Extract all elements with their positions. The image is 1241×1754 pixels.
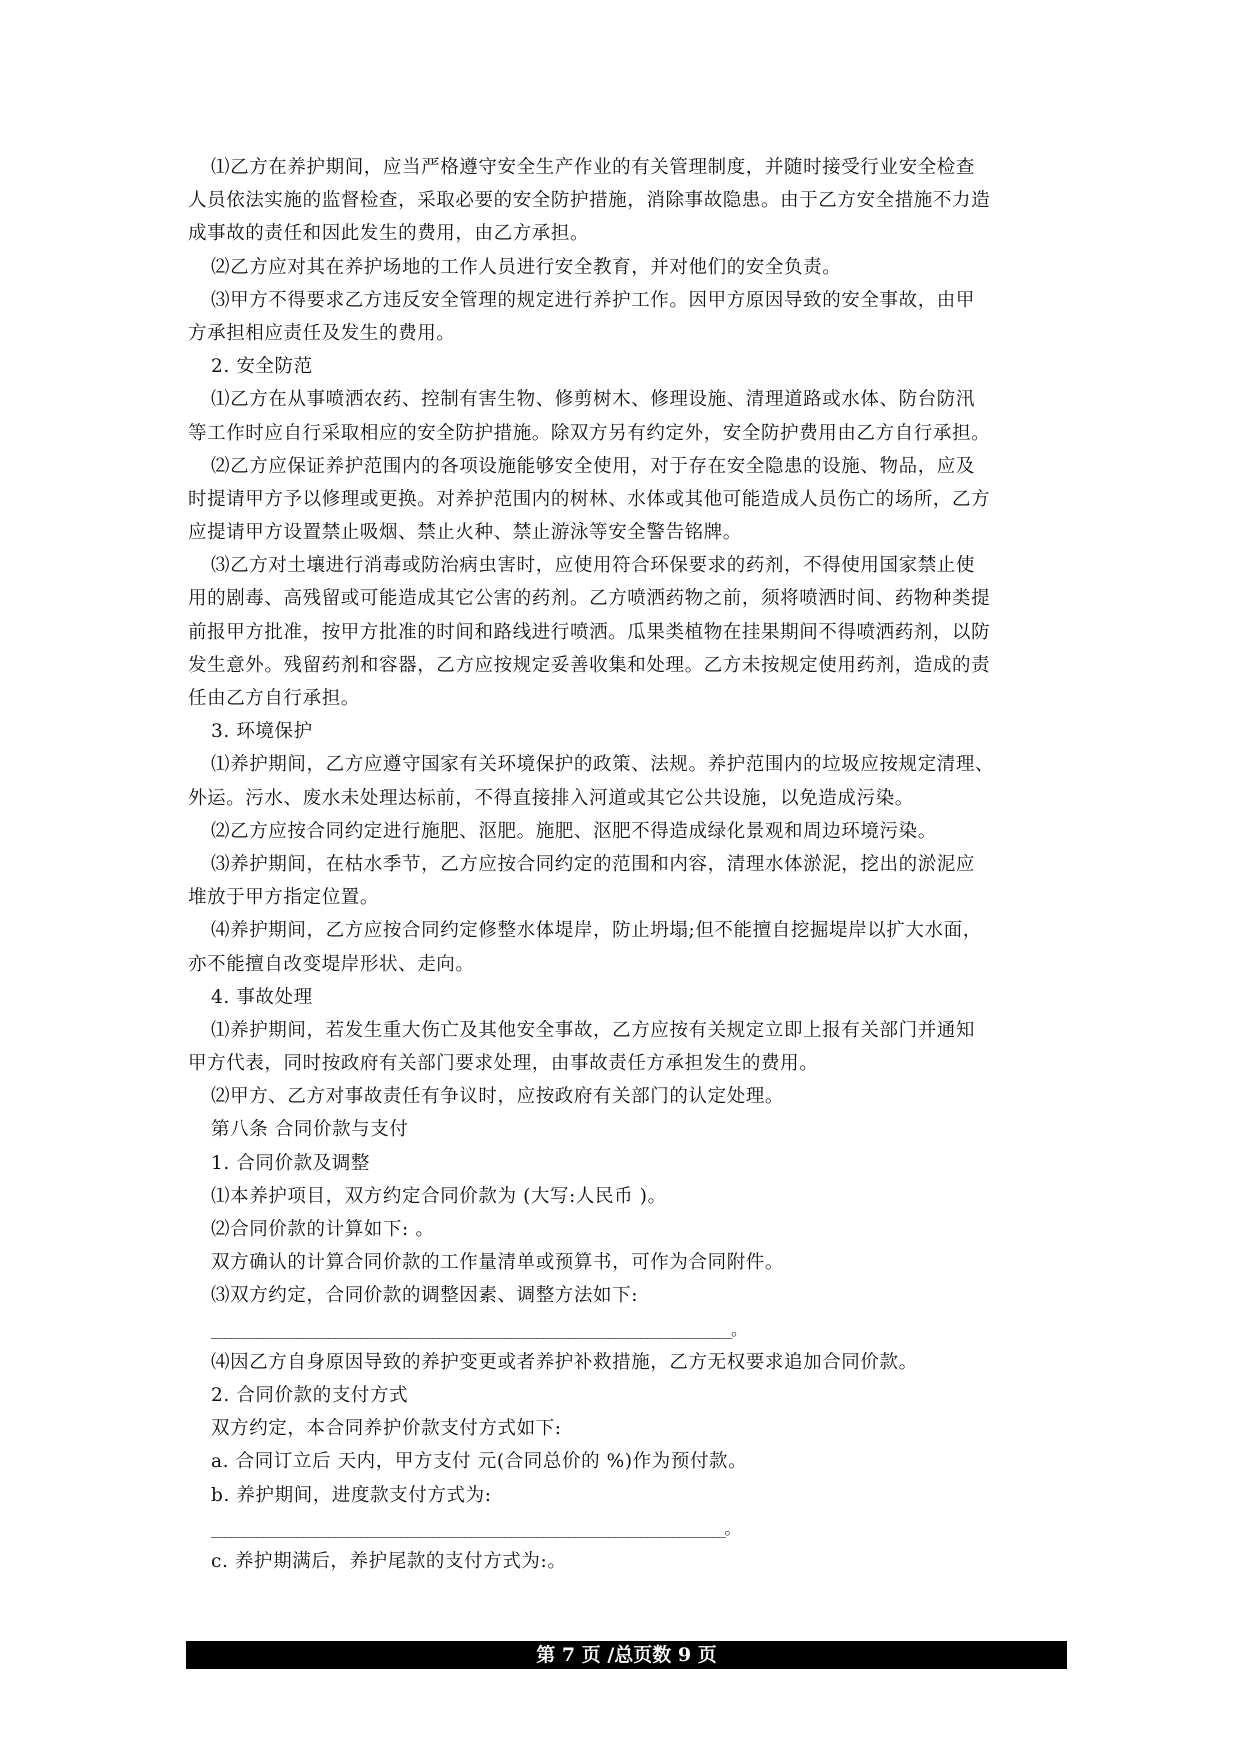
paragraph-line: ⑷养护期间，乙方应按合同约定修整水体堤岸，防止坍塌;但不能擅自挖掘堤岸以扩大水面， bbox=[211, 920, 982, 942]
paragraph-line: 双方确认的计算合同价款的工作量清单或预算书，可作为合同附件。 bbox=[211, 1252, 785, 1274]
paragraph-line: 方承担相应责任及发生的费用。 bbox=[188, 322, 456, 344]
paragraph-line: ⑵乙方应保证养护范围内的各项设施能够安全使用，对于存在安全隐患的设施、物品，应及 bbox=[211, 455, 976, 477]
paragraph-line: ⑵乙方应按合同约定进行施肥、沤肥。施肥、沤肥不得造成绿化景观和周边环境污染。 bbox=[211, 820, 937, 842]
paragraph-line: ⑴本养护项目，双方约定合同价款为 (大写:人民币 )。 bbox=[211, 1185, 667, 1207]
paragraph-line: a. 合同订立后 天内，甲方支付 元(合同总价的 %)作为预付款。 bbox=[211, 1451, 748, 1473]
paragraph-line: 前报甲方批准，按甲方批准的时间和路线进行喷洒。瓜果类植物在挂果期间不得喷洒药剂，以防 bbox=[188, 621, 991, 643]
paragraph-line: ⑶双方约定，合同价款的调整因素、调整方法如下: bbox=[211, 1285, 639, 1307]
paragraph-line: 外运。污水、废水未处理达标前，不得直接排入河道或其它公共设施，以免造成污染。 bbox=[188, 787, 914, 809]
paragraph-line: ⑶乙方对土壤进行消毒或防治病虫害时，应使用符合环保要求的药剂，不得使用国家禁止使 bbox=[211, 555, 976, 577]
paragraph-line: ⑷因乙方自身原因导致的养护变更或者养护补救措施，乙方无权要求追加合同价款。 bbox=[211, 1351, 918, 1373]
paragraph-line: ⑴乙方在从事喷洒农药、控制有害生物、修剪树木、修理设施、清理道路或水体、防台防汛 bbox=[211, 389, 976, 411]
paragraph-line: c. 养护期满后，养护尾款的支付方式为:。 bbox=[211, 1550, 567, 1572]
paragraph-line: 时提请甲方予以修理或更换。对养护范围内的树林、水体或其他可能造成人员伤亡的场所，乙方 bbox=[188, 488, 991, 510]
paragraph-line: ⑴养护期间，若发生重大伤亡及其他安全事故，乙方应按有关规定立即上报有关部门并通知 bbox=[211, 1019, 976, 1041]
paragraph-line: ⑶甲方不得要求乙方违反安全管理的规定进行养护工作。因甲方原因导致的安全事故，由甲 bbox=[211, 289, 976, 311]
paragraph-line: 4. 事故处理 bbox=[211, 986, 313, 1008]
paragraph-line: 亦不能擅自改变堤岸形状、走向。 bbox=[188, 953, 475, 975]
paragraph-line: 堆放于甲方指定位置。 bbox=[188, 887, 380, 909]
paragraph-line: 用的剧毒、高残留或可能造成其它公害的药剂。乙方喷洒药物之前，须将喷洒时间、药物种类提 bbox=[188, 588, 991, 610]
page-number-label: 第 7 页 /总页数 9 页 bbox=[536, 1644, 717, 1666]
page-footer bbox=[186, 1641, 1067, 1669]
paragraph-line: 2. 安全防范 bbox=[211, 356, 313, 378]
paragraph-line: 甲方代表，同时按政府有关部门要求处理，由事故责任方承担发生的费用。 bbox=[188, 1053, 819, 1075]
fill-in-blank-line: _______________________________________________________________________________。 bbox=[211, 1518, 739, 1538]
paragraph-line: 应提请甲方设置禁止吸烟、禁止火种、禁止游泳等安全警告铭牌。 bbox=[188, 522, 742, 544]
paragraph-line: 2. 合同价款的支付方式 bbox=[211, 1384, 409, 1406]
paragraph-line: 第八条 合同价款与支付 bbox=[211, 1119, 409, 1141]
paragraph-line: 发生意外。残留药剂和容器，乙方应按规定妥善收集和处理。乙方未按规定使用药剂，造成的责 bbox=[188, 654, 991, 676]
paragraph-line: ⑵乙方应对其在养护场地的工作人员进行安全教育，并对他们的安全负责。 bbox=[211, 256, 842, 278]
paragraph-line: ⑵甲方、乙方对事故责任有争议时，应按政府有关部门的认定处理。 bbox=[211, 1086, 785, 1108]
paragraph-line: 任由乙方自行承担。 bbox=[188, 688, 360, 709]
paragraph-line: 人员依法实施的监督检查，采取必要的安全防护措施，消除事故隐患。由于乙方安全措施不力造 bbox=[188, 190, 991, 212]
document-body bbox=[188, 151, 1068, 1578]
paragraph-line: ⑴乙方在养护期间，应当严格遵守安全生产作业的有关管理制度，并随时接受行业安全检查 bbox=[211, 157, 976, 178]
paragraph-line: b. 养护期间，进度款支付方式为: bbox=[211, 1484, 492, 1506]
paragraph-line: 3. 环境保护 bbox=[211, 721, 313, 743]
paragraph-line: 双方约定，本合同养护价款支付方式如下: bbox=[211, 1418, 562, 1440]
paragraph-line: 等工作时应自行采取相应的安全防护措施。除双方另有约定外，安全防护费用由乙方自行承担。 bbox=[188, 422, 991, 444]
paragraph-line: ⑴养护期间，乙方应遵守国家有关环境保护的政策、法规。养护范围内的垃圾应按规定清理、 bbox=[211, 754, 995, 776]
paragraph-line: 成事故的责任和因此发生的费用，由乙方承担。 bbox=[188, 223, 590, 245]
fill-in-blank-line: ________________________________________________________________________________。 bbox=[211, 1319, 746, 1339]
paragraph-line: 1. 合同价款及调整 bbox=[211, 1152, 371, 1174]
paragraph-line: ⑶养护期间，在枯水季节，乙方应按合同约定的范围和内容，清理水体淤泥，挖出的淤泥应 bbox=[211, 853, 976, 875]
paragraph-line: ⑵合同价款的计算如下: 。 bbox=[211, 1219, 435, 1240]
